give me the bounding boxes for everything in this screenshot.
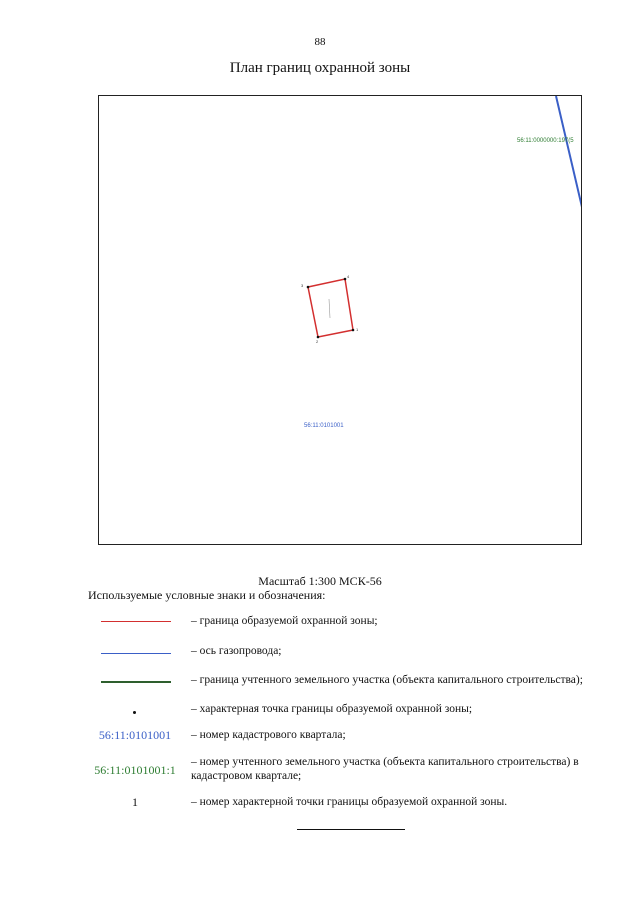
legend-symbol: 56:11:0101001:1 [94, 763, 176, 777]
bottom-rule [297, 829, 405, 830]
legend-symbol: 56:11:0101001 [98, 728, 172, 742]
page-number: 88 [314, 36, 326, 48]
legend-text: – номер кадастрового квартала; [191, 729, 346, 741]
legend-text: – характерная точка границы образуемой охранной зоны; [191, 703, 473, 715]
legend-symbol: 1 [132, 795, 138, 809]
parcel-cadastral-label: 56:11:0000000:197(5 [517, 138, 574, 144]
red-line-icon [101, 621, 171, 622]
boundary-point-4 [344, 278, 347, 281]
gas-pipe-axis [556, 96, 582, 220]
boundary-point-2 [317, 336, 320, 339]
green-line-icon [101, 681, 171, 683]
legend-text: – номер характерной точки границы образуемой охранной зоны. [191, 796, 508, 808]
legend-text: – ось газопровода; [191, 645, 282, 657]
legend-title: Используемые условные знаки и обозначения: [88, 588, 326, 602]
point-label-4: 4 [347, 274, 350, 279]
scale-label: Масштаб 1:300 МСК-56 [258, 574, 382, 588]
map-drawing [99, 96, 582, 545]
blue-line-icon [101, 653, 171, 654]
point-label-1: 1 [356, 327, 359, 332]
point-label-2: 2 [316, 339, 319, 344]
protection-zone-boundary [308, 279, 353, 337]
quarter-cadastral-label: 56:11:0101001 [304, 423, 344, 429]
legend-text: – граница образуемой охранной зоны; [191, 615, 378, 627]
boundary-point-3 [307, 286, 310, 289]
page-title: План границ охранной зоны [229, 60, 411, 76]
legend-text: – граница учтенного земельного участка (объекта капитального строительства); [191, 674, 583, 686]
boundary-point-1 [352, 329, 355, 332]
point-label-3: 3 [301, 283, 304, 288]
map-frame [98, 95, 582, 545]
dot-icon [133, 711, 136, 714]
legend-text: – номер учтенного земельного участка (объекта капитального строительства) в кадастровом квартале; [191, 756, 579, 782]
pipe-segment [329, 299, 330, 318]
